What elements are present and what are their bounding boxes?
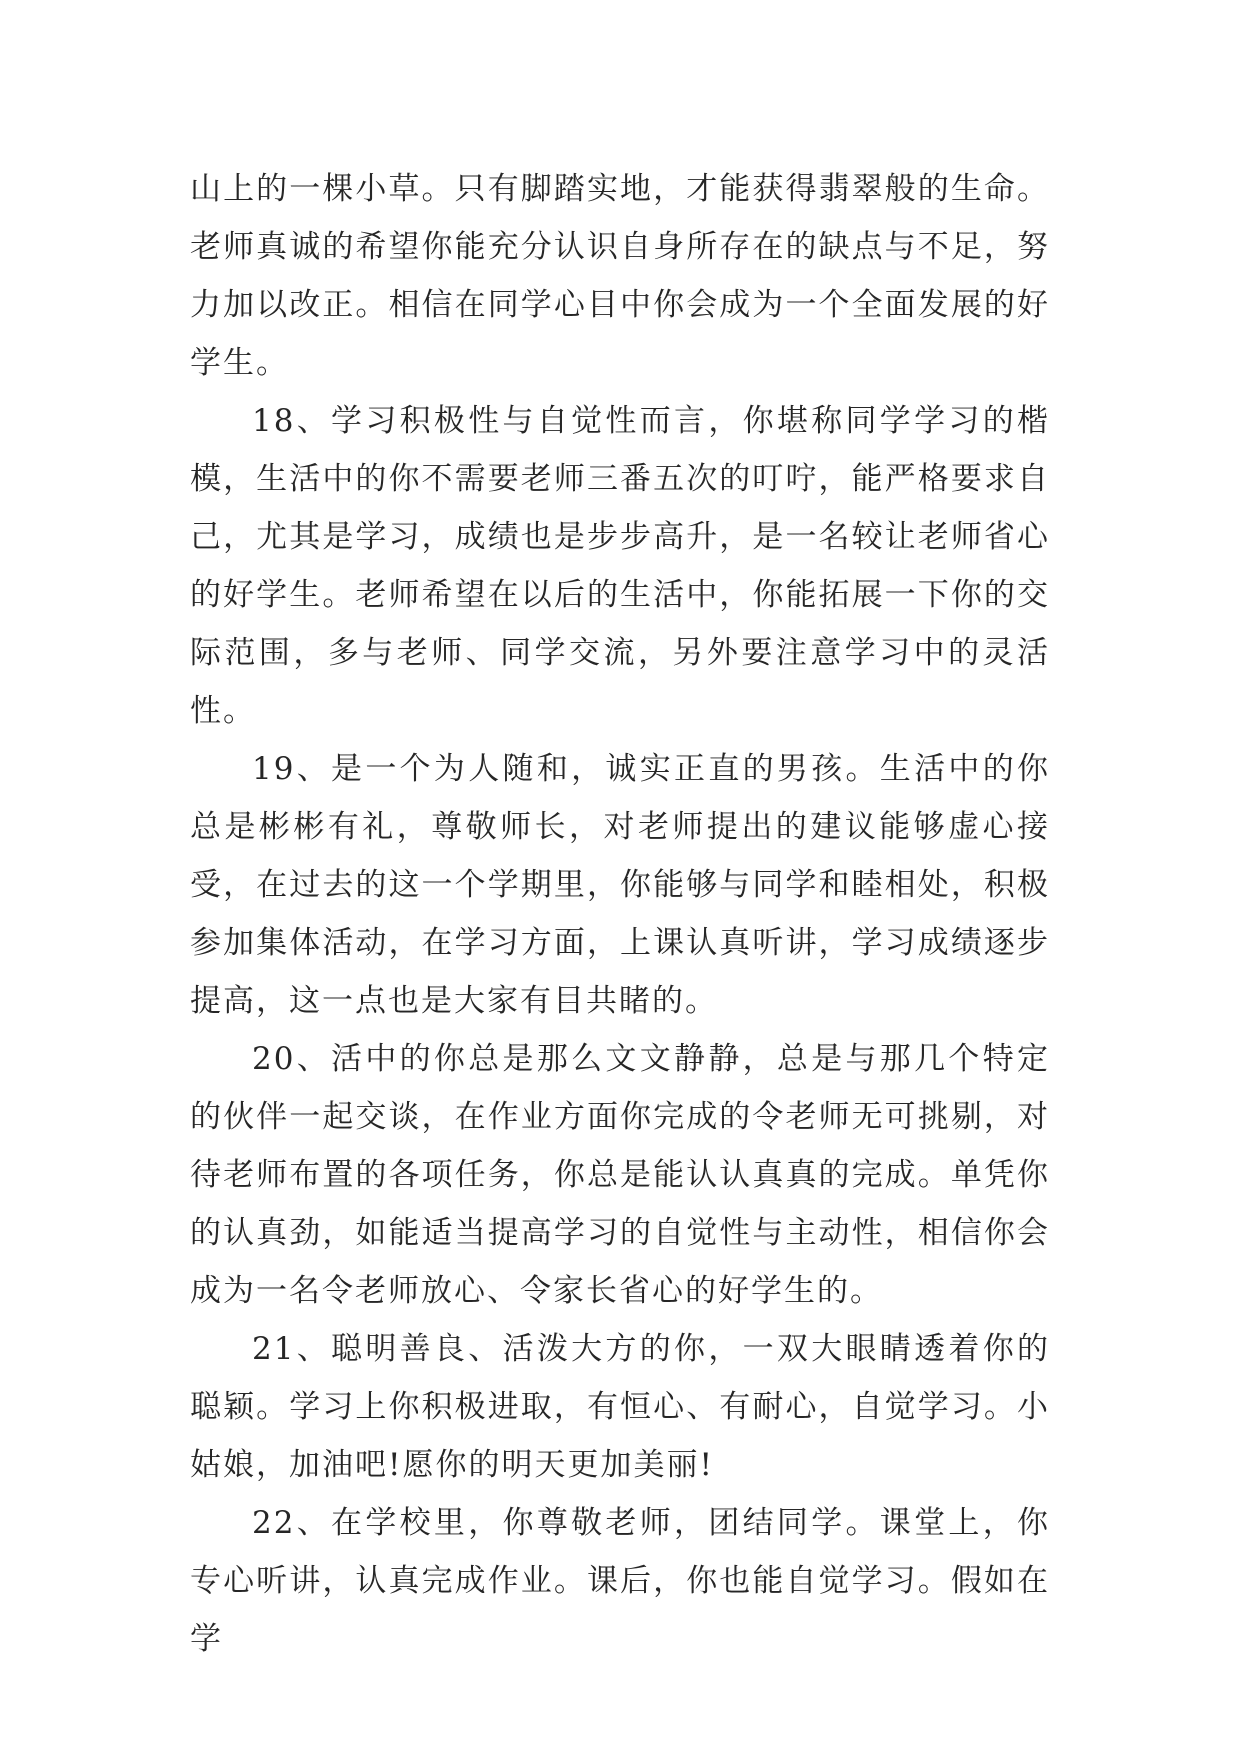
paragraph-continuation: 山上的一棵小草。只有脚踏实地，才能获得翡翠般的生命。老师真诚的希望你能充分认识自身所存在的缺点与不足，努力加以改正。相信在同学心目中你会成为一个全面发展的好学生。: [190, 171, 1050, 381]
paragraph-item-21: 21、聪明善良、活泼大方的你，一双大眼睛透着你的聪颖。学习上你积极进取，有恒心、有耐心，自觉学习。小姑娘，加油吧!愿你的明天更加美丽!: [190, 1331, 1050, 1483]
paragraph-item-22: 22、在学校里，你尊敬老师，团结同学。课堂上，你专心听讲，认真完成作业。课后，你也能自觉学习。假如在学: [190, 1505, 1050, 1657]
document-body: [190, 160, 1050, 1668]
paragraph-item-19: 19、是一个为人随和，诚实正直的男孩。生活中的你总是彬彬有礼，尊敬师长，对老师提出的建议能够虚心接受，在过去的这一个学期里，你能够与同学和睦相处，积极参加集体活动，在学习方面，上课认真听讲，学习成绩逐步提高，这一点也是大家有目共睹的。: [190, 751, 1050, 1019]
paragraph-item-18: 18、学习积极性与自觉性而言，你堪称同学学习的楷模，生活中的你不需要老师三番五次的叮咛，能严格要求自己，尤其是学习，成绩也是步步高升，是一名较让老师省心的好学生。老师希望在以后的生活中，你能拓展一下你的交际范围，多与老师、同学交流，另外要注意学习中的灵活性。: [190, 403, 1050, 729]
paragraph-item-20: 20、活中的你总是那么文文静静，总是与那几个特定的伙伴一起交谈，在作业方面你完成的令老师无可挑剔，对待老师布置的各项任务，你总是能认认真真的完成。单凭你的认真劲，如能适当提高学习的自觉性与主动性，相信你会成为一名令老师放心、令家长省心的好学生的。: [190, 1041, 1050, 1309]
